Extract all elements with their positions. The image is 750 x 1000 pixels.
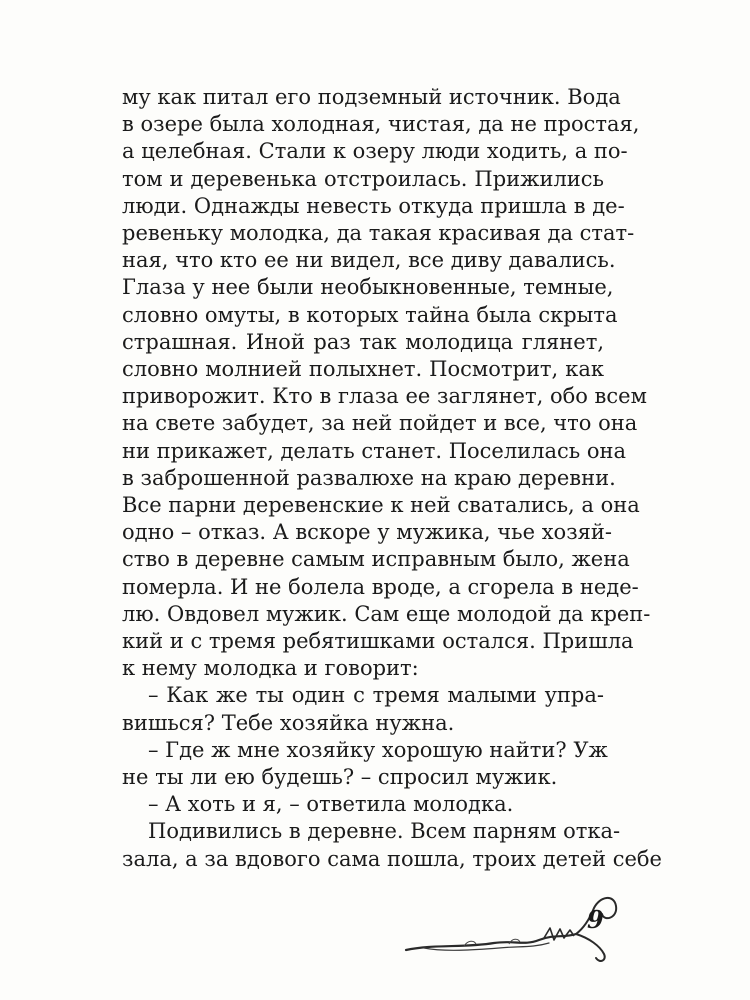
- page-number: 9: [587, 905, 604, 934]
- dialogue-line: – Как же ты один с тремя малыми упра-: [148, 683, 604, 708]
- text-line: му как питал его подземный источник. Вода: [122, 85, 621, 109]
- text-line: Все парни деревенские к ней сватались, а она: [122, 493, 640, 518]
- text-line: словно молнией полыхнет. Посмотрит, как: [122, 357, 604, 382]
- text-line: зала, а за вдового сама пошла, троих детей себе: [122, 846, 662, 871]
- paragraph-start-line: Подивились в деревне. Всем парням отка-: [148, 819, 621, 844]
- text-line: к нему молодка и говорит:: [122, 656, 419, 681]
- page-text: [122, 84, 662, 873]
- text-line: на свете забудет, за ней пойдет и все, что она: [122, 411, 638, 436]
- text-line: вишься? Тебе хозяйка нужна.: [122, 710, 455, 735]
- text-line: люди. Однажды невесть откуда пришла в де-: [122, 193, 625, 218]
- text-line: одно – отказ. А вскоре у мужика, чье хозяй-: [122, 520, 612, 545]
- text-line: словно омуты, в которых тайна была скрыта: [122, 302, 618, 327]
- text-line: в озере была холодная, чистая, да не простая,: [122, 112, 640, 137]
- dialogue-line: – Где ж мне хозяйку хорошую найти? Уж: [148, 737, 608, 762]
- text-line: ство в деревне самым исправным было, жена: [122, 547, 630, 572]
- text-line: лю. Овдовел мужик. Сам еще молодой да креп-: [122, 601, 651, 626]
- text-line: том и деревенька отстроилась. Прижились: [122, 166, 604, 191]
- text-line: ревеньку молодка, да такая красивая да стат-: [122, 221, 635, 246]
- text-line: а целебная. Стали к озеру люди ходить, а по-: [122, 139, 628, 164]
- text-line: померла. И не болела вроде, а сгорела в неде-: [122, 574, 639, 599]
- text-line: страшная. Иной раз так молодица глянет,: [122, 329, 604, 354]
- text-line: кий и с тремя ребятишками остался. Пришла: [122, 629, 634, 654]
- text-line: не ты ли ею будешь? – спросил мужик.: [122, 765, 558, 790]
- text-line: в заброшенной развалюхе на краю деревни.: [122, 465, 616, 490]
- text-line: ни прикажет, делать станет. Поселилась она: [122, 438, 627, 463]
- text-line: приворожит. Кто в глаза ее заглянет, обо всем: [122, 384, 647, 409]
- dialogue-line: – А хоть и я, – ответила молодка.: [148, 792, 514, 817]
- text-line: ная, что кто ее ни видел, все диву давались.: [122, 248, 616, 273]
- text-line: Глаза у нее были необыкновенные, темные,: [122, 275, 614, 300]
